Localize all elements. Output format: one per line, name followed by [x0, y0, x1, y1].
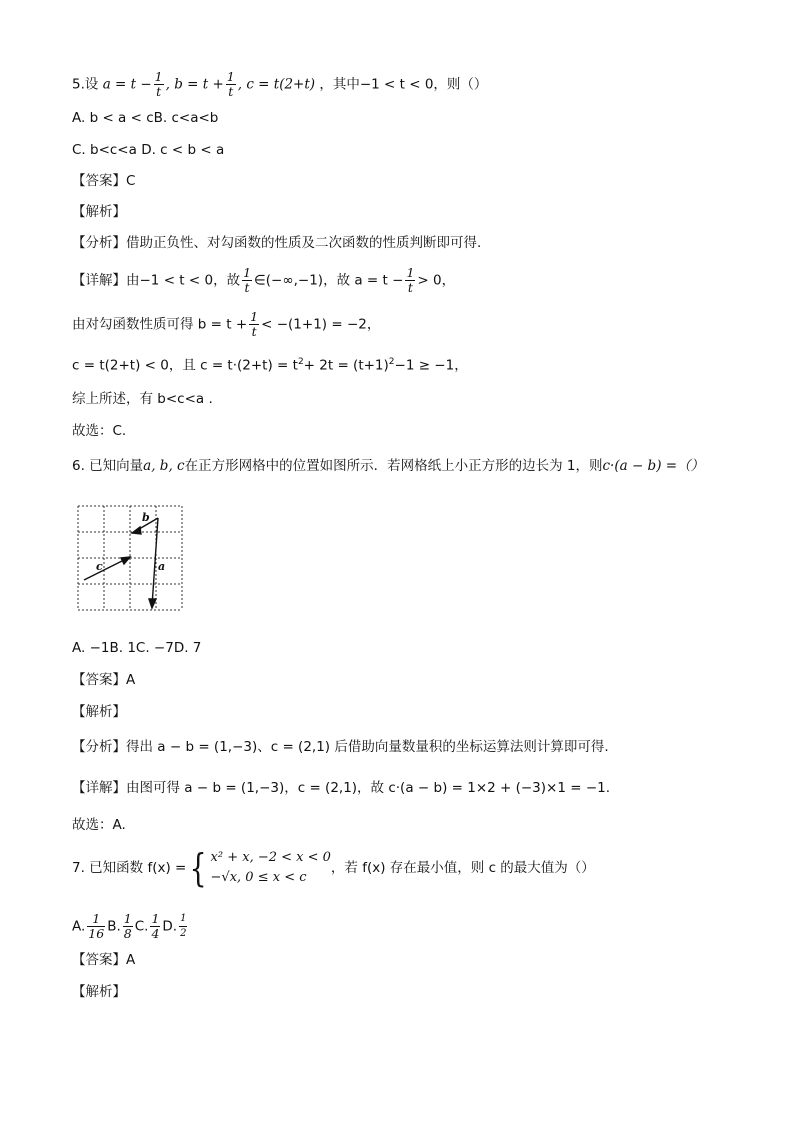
vector-b-arrowhead	[132, 527, 141, 534]
q5-def: a = t −	[102, 76, 152, 93]
q6-choice: 故选：A.	[72, 817, 126, 833]
q5-detail-2: 由对勾函数性质可得 b = t + $\frac{1}{t}$ < −(1+1) = −2，	[72, 309, 381, 339]
q6-analysis-label: 【解析】	[72, 704, 126, 720]
vector-grid-figure	[72, 500, 188, 616]
q6-fenxi: 【分析】得出 a − b = (1,−3)、c = (2,1) 后借助向量数量积的坐标运算法则计算即可得.	[72, 739, 609, 755]
label-b: b	[142, 511, 150, 524]
q7-stem: 7. 已知函数 f(x) ={ x² + x, −2 < x < 0 −√x, 0 ≤ x < c ，若 f(x) 存在最小值，则 c 的最大值为（）	[72, 846, 595, 890]
q5-options-cd: C. b<c<a D. c < b < a	[72, 142, 225, 158]
q5-analysis-label: 【解析】	[72, 204, 126, 220]
q6-stem: 6. 已知向量a, b, c在正方形网格中的位置如图所示．若网格纸上小正方形的边长为 1，则c·(a − b) =（）	[72, 458, 705, 474]
q5-detail-3: c = t(2+t) < 0，且 $c = t\cdot(2+t) = t^2+ 2t = (t+1)^2-1 \ge -1$，	[72, 357, 468, 374]
q7-analysis-label: 【解析】	[72, 984, 126, 1000]
q6-answer: 【答案】A	[72, 672, 136, 688]
q5-summary: 综上所述，有 b<c<a .	[72, 391, 213, 407]
q7-piecewise: x² + x, −2 < x < 0 −√x, 0 ≤ x < c	[210, 850, 331, 885]
label-c: c	[96, 560, 103, 573]
label-a: a	[158, 560, 166, 573]
q5-options-ab: A. b < a < cB. c<a<b	[72, 110, 219, 126]
q5-answer: 【答案】C	[72, 173, 136, 189]
vector-c	[84, 558, 128, 580]
q5-detail-1: 【详解】由−1 < t < 0，故 $\frac{1}{t}$ ∈(−∞,−1)，故 a = t − $\frac{1}{t}$ > 0，	[72, 265, 456, 295]
q5-choice: 故选：C.	[72, 423, 127, 439]
q6-options: A. −1B. 1C. −7D. 7	[72, 640, 202, 656]
q7-options: A. $\frac{1}{16}$ B. $\frac{1}{8}$ C. $\frac{1}{4}$ D. $\frac{1}{2}$	[72, 911, 187, 941]
vector-c-arrowhead	[121, 557, 130, 564]
q5-fenxi: 【分析】借助正负性、对勾函数的性质及二次函数的性质判断即可得.	[72, 235, 482, 251]
q5-stem: 5.设 a = t − $\frac{1}{t}$ , b = t + $\frac{1}{t}$ , c = t(2+t) ，其中−1 < t < 0，则（）	[72, 69, 488, 99]
q6-detail: 【详解】由图可得 a − b = (1,−3)，c = (2,1)，故 c·(a − b) = 1×2 + (−3)×1 = −1.	[72, 780, 611, 796]
vector-a-arrowhead	[149, 599, 156, 608]
q7-answer: 【答案】A	[72, 952, 136, 968]
